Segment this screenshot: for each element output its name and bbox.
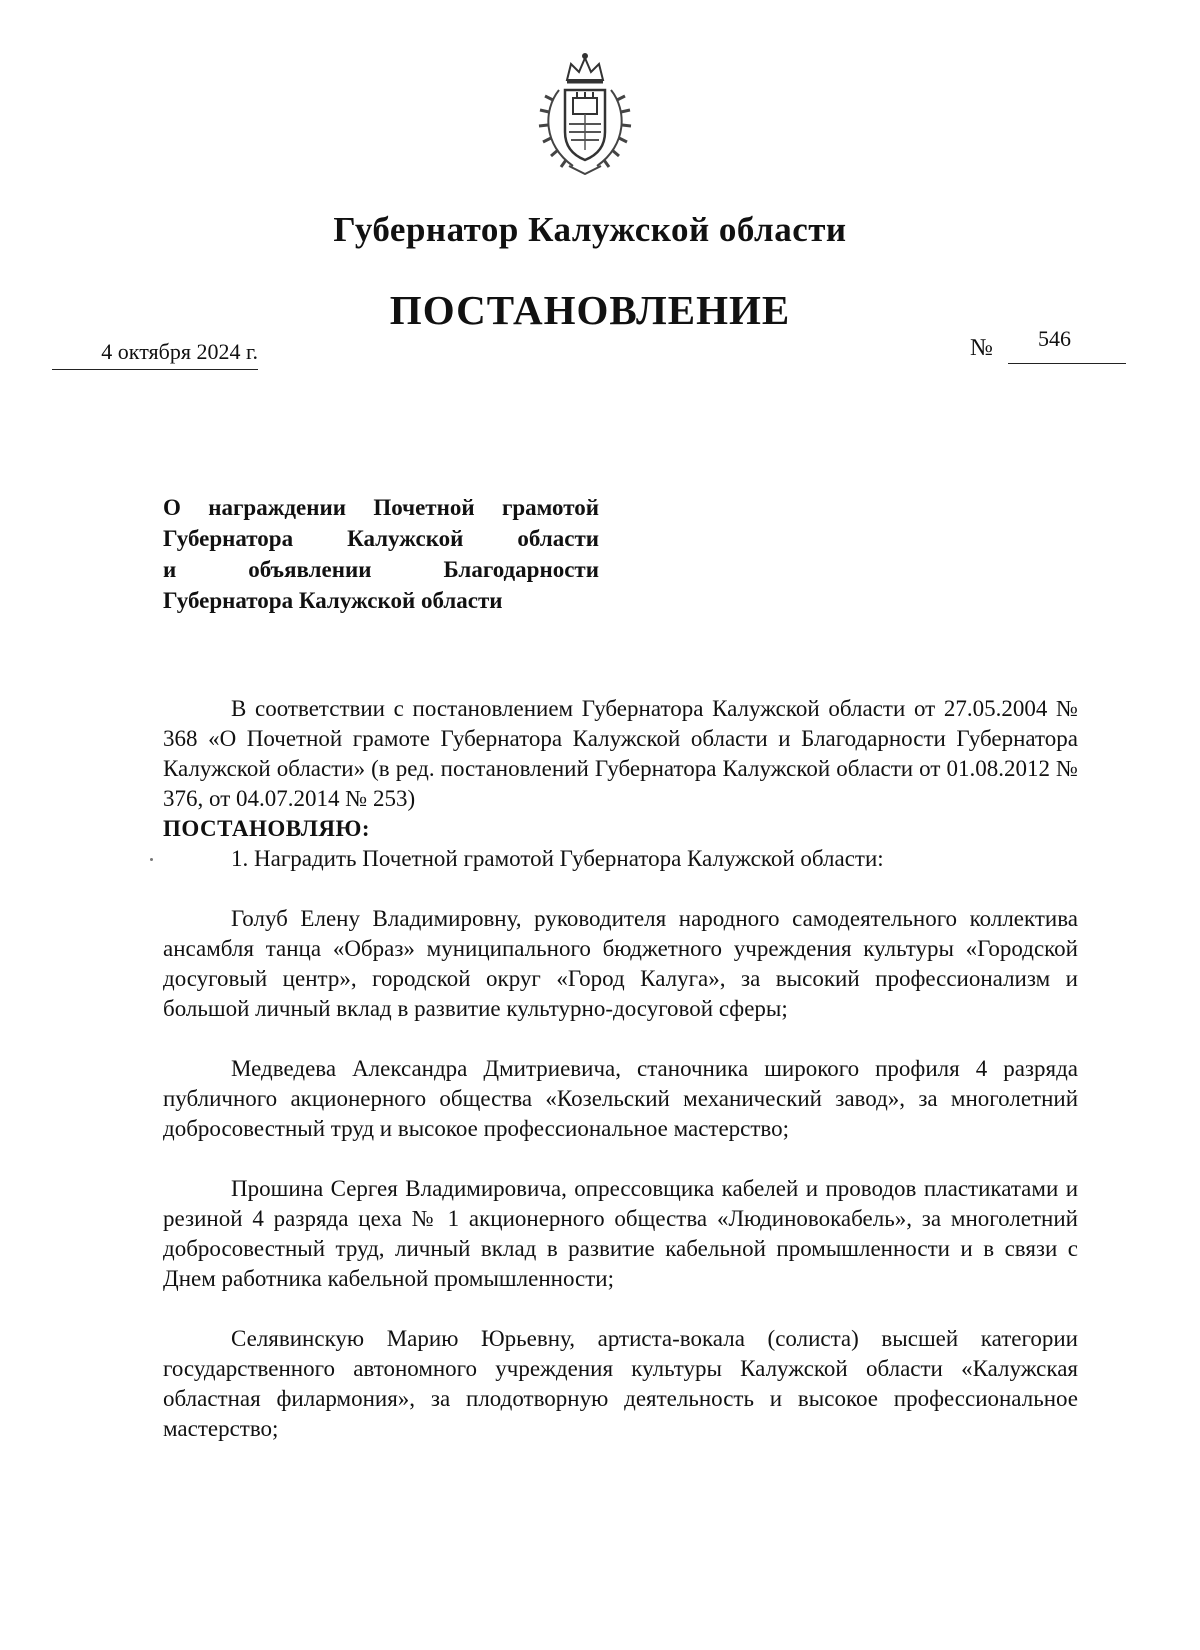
awardee-paragraph: Медведева Александра Дмитриевича, станочника широкого профиля 4 разряда публичного акционерного общества «Козельский механический завод», за многолетний добросовестный труд и высокое профессиональное мастерство;: [163, 1056, 1078, 1141]
document-number-field: [970, 326, 1126, 364]
subject-line: Губернатора Калужской области: [163, 526, 599, 551]
margin-dot: [150, 858, 153, 861]
awardee-paragraph: Голуб Елену Владимировну, руководителя народного самодеятельного коллектива ансамбля танца «Образ» муниципального бюджетного учреждения культуры «Городской досуговый центр», городской округ «Город Калуга», за высокий профессионализм и большой личный вклад в развитие культурно-досуговой сферы;: [163, 906, 1078, 1021]
decree-word: ПОСТАНОВЛЯЮ:: [163, 816, 371, 841]
awardee-paragraph: Селявинскую Марию Юрьевну, артиста-вокала (солиста) высшей категории государственного автономного учреждения культуры Калужской области «Калужская областная филармония», за плодотворную деятельность и высокое профессиональное мастерство;: [163, 1326, 1078, 1441]
document-type-title: ПОСТАНОВЛЕНИЕ: [389, 287, 791, 333]
awardee-paragraph: Прошина Сергея Владимировича, опрессовщика кабелей и проводов пластикатами и резиной 4 разряда цеха № 1 акционерного общества «Людиновокабель», за многолетний добросовестный труд, личный вклад в развитие кабельной промышленности и в связи с Днем работника кабельной промышленности;: [163, 1176, 1078, 1291]
coat-of-arms-emblem-icon: [533, 50, 637, 175]
document-subject: [163, 492, 599, 616]
document-number: 546: [1038, 326, 1071, 351]
document-date: 4 октября 2024 г.: [101, 339, 258, 364]
subject-line: Губернатора Калужской области: [163, 588, 503, 613]
number-underline: [1008, 363, 1126, 364]
preamble-paragraph: В соответствии с постановлением Губернатора Калужской области от 27.05.2004 № 368 «О Почетной грамоте Губернатора Калужской области и Благодарности Губернатора Калужской области» (в ред. постановлений Губернатора Калужской области от 01.08.2012 № 376, от 04.07.2014 № 253): [163, 696, 1078, 811]
clause-1: 1. Наградить Почетной грамотой Губернатора Калужской области:: [231, 846, 884, 871]
document-date-field: [52, 337, 258, 370]
issuing-authority-title: Губернатор Калужской области: [333, 210, 847, 249]
subject-line: и объявлении Благодарности: [163, 557, 599, 582]
number-sign: №: [970, 335, 993, 361]
document-body: [163, 694, 1078, 1444]
subject-line: О награждении Почетной грамотой: [163, 495, 599, 520]
